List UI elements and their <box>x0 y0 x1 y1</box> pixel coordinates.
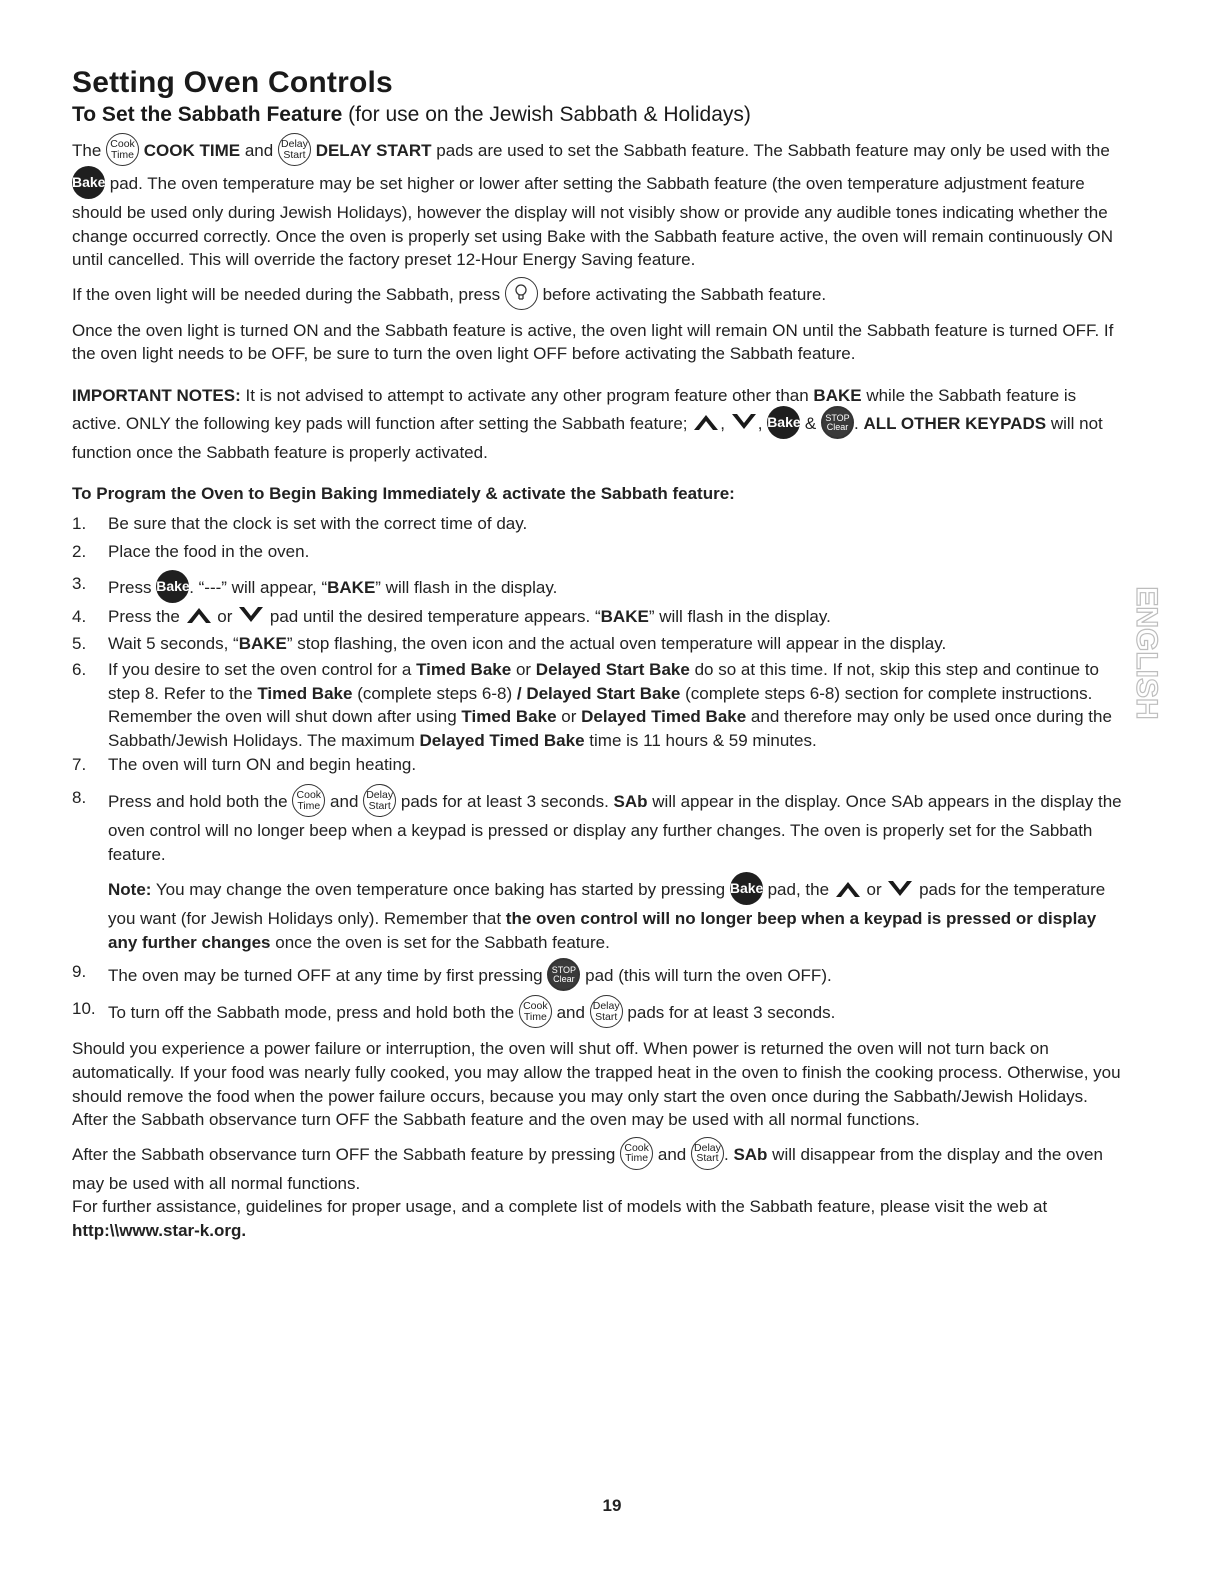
text: will disappear from the display and the oven may be used with all normal functions. <box>72 1144 1103 1193</box>
text: & <box>804 413 817 433</box>
list-item <box>72 605 1124 629</box>
delay-start-label: DELAY START <box>315 140 432 160</box>
pad-label: Time <box>297 799 321 812</box>
steps-list <box>72 512 1124 1031</box>
list-item <box>72 658 1124 752</box>
text: pads for at least 3 seconds. <box>627 1003 836 1023</box>
bake-pad-icon: Bake <box>767 406 800 439</box>
note-paragraph <box>108 874 1124 954</box>
pad-label: Clear <box>826 421 849 432</box>
text: time is 11 hours & 59 minutes. <box>589 730 817 750</box>
text: Press the <box>108 606 180 626</box>
down-arrow-icon <box>730 413 758 431</box>
text: BAKE <box>327 577 376 597</box>
intro-paragraph-2 <box>72 279 1124 312</box>
pad-label: Cook <box>624 1141 649 1154</box>
note-label: Note: <box>108 880 152 900</box>
light-bulb-icon <box>506 278 536 308</box>
text: SAb <box>613 792 648 812</box>
text: If the oven light will be needed during the Sabbath, press <box>72 284 501 304</box>
pad-label: STOP <box>825 412 850 423</box>
delay-start-pad-icon <box>590 995 623 1028</box>
text: once the oven is set for the Sabbath feature. <box>275 932 610 952</box>
text: and <box>330 792 359 812</box>
text: or <box>515 660 532 680</box>
text: ” will flash in the display. <box>375 577 558 597</box>
delay-start-pad-icon <box>278 133 311 166</box>
text: To turn off the Sabbath mode, press and hold both the <box>108 1003 515 1023</box>
list-item <box>72 997 1124 1030</box>
pad-label: Start <box>283 148 306 161</box>
text: and therefore may only be used once during the Sabbath/Jewish Holidays. The maximum <box>108 707 1112 750</box>
stop-clear-pad-icon <box>821 406 854 439</box>
text: The oven will turn ON and begin heating. <box>108 754 417 774</box>
text: will not function once the Sabbath feature is properly activated. <box>72 413 1103 462</box>
text: Timed Bake <box>461 707 557 727</box>
important-notes <box>72 384 1124 464</box>
cook-time-pad-icon <box>620 1137 653 1170</box>
text: ” will flash in the display. <box>648 606 831 626</box>
step-number: 10. <box>72 999 96 1019</box>
text: For further assistance, guidelines for proper usage, and a complete list of models with the Sabbath feature, please visit the web at <box>72 1197 1048 1217</box>
up-arrow-icon <box>692 413 720 431</box>
list-item <box>72 753 1124 777</box>
text: You may change the oven temperature once baking has started by pressing <box>155 880 726 900</box>
down-arrow-icon <box>886 880 914 898</box>
closing-paragraph-1: Should you experience a power failure or interruption, the oven will shut off. When power is returned the oven will not turn back on automatically. If your food was nearly fully cooked, you may allow the trapped heat in the oven to finish the cooking process. Otherwise, you should remove the food when the power failure occurs, because you may only start the oven once during the Sabbath/Jewish Holidays. After the Sabbath observance turn OFF the Sabbath feature and the oven may be used with all normal functions. <box>72 1039 1121 1130</box>
step-number: 6. <box>72 660 87 680</box>
english-side-label <box>1120 583 1170 723</box>
text: or <box>866 880 882 900</box>
text: pad (this will turn the oven OFF). <box>585 966 832 986</box>
step-number: 7. <box>72 754 87 774</box>
closing-paragraph-2 <box>72 1139 1124 1196</box>
pad-label: Delay <box>366 789 394 802</box>
text: BAKE <box>813 385 862 405</box>
text: BAKE <box>600 606 649 626</box>
text: Timed Bake <box>257 683 353 703</box>
text: Delayed Timed Bake <box>419 730 585 750</box>
text: or <box>217 606 233 626</box>
text: pad. The oven temperature may be set higher or lower after setting the Sabbath feature (the oven temperature adjustment feature should be used only during Jewish Holidays), however the display will not visibly show or provide any audible tones indicating whether the change occurred correctly. Once the oven is properly set using Bake with the Sabbath feature active, the oven will remain continuously ON until cancelled. This will override the factory preset 12-Hour Energy Saving feature. <box>72 173 1114 270</box>
list-item <box>72 786 1124 954</box>
text: , <box>757 413 763 433</box>
text: The <box>72 140 102 160</box>
important-label: IMPORTANT NOTES: <box>72 385 241 405</box>
stop-clear-pad-icon <box>547 958 580 991</box>
closing-paragraph-3 <box>72 1195 1124 1242</box>
bake-pad-icon: Bake <box>72 166 105 199</box>
text: Wait 5 seconds, “ <box>108 633 239 653</box>
text: before activating the Sabbath feature. <box>542 284 827 304</box>
page-number: 19 <box>602 1496 622 1515</box>
down-arrow-icon <box>237 606 265 624</box>
step-number: 4. <box>72 606 87 626</box>
text: After the Sabbath observance turn OFF the Sabbath feature by pressing <box>72 1144 616 1164</box>
delay-start-pad-icon <box>691 1137 724 1170</box>
text: Be sure that the clock is set with the correct time of day. <box>108 513 528 533</box>
bake-pad-icon: Bake <box>730 872 763 905</box>
text: Press <box>108 577 152 597</box>
pad-label: Delay <box>281 138 308 150</box>
text: The oven may be turned OFF at any time by first pressing <box>108 966 543 986</box>
step-number: 5. <box>72 633 87 653</box>
pad-label: Clear <box>553 974 575 985</box>
pad-label: Cook <box>296 789 322 802</box>
step-number: 3. <box>72 573 87 593</box>
up-arrow-icon <box>185 606 213 624</box>
bake-pad-icon: Bake <box>156 570 189 603</box>
text: ALL OTHER KEYPADS <box>863 413 1047 433</box>
text: will appear in the display. Once SAb appears in the display the oven control will no longer beep when a keypad is pressed or display any further changes. The oven is properly set for the Sabbath feature. <box>108 792 1122 864</box>
pad-label: Start <box>696 1152 719 1165</box>
pad-label: Delay <box>592 1000 620 1013</box>
intro-paragraph-1 <box>72 135 1124 272</box>
list-item <box>72 540 1124 564</box>
document-page <box>72 66 1124 1243</box>
pad-label: Time <box>111 148 134 161</box>
text: pad, the <box>767 880 830 900</box>
text: and <box>657 1144 687 1164</box>
text: the oven control will no longer beep when a keypad is pressed or display any further changes <box>108 909 1097 952</box>
text: pads are used to set the Sabbath feature. The Sabbath feature may <box>436 140 946 160</box>
list-item <box>72 572 1124 605</box>
text: Place the food in the oven. <box>108 542 310 562</box>
text: Delayed Timed Bake <box>581 707 747 727</box>
text: / Delayed Start Bake <box>516 683 681 703</box>
star-k-link[interactable]: http:\\www.star-k.org. <box>72 1221 247 1241</box>
cook-time-pad-icon <box>519 995 552 1028</box>
step-number: 2. <box>72 542 87 562</box>
list-item <box>72 960 1124 993</box>
text: while the <box>866 385 934 405</box>
text: , <box>720 413 725 433</box>
text: pads for the temperature you want (for Jewish Holidays only). Remember that <box>108 880 1106 929</box>
oven-light-pad-icon <box>505 277 538 310</box>
side-tab-text: ENGLISH <box>1130 586 1164 720</box>
text: Sabbath feature is active. ONLY the following key pads will function after setting the Sabbath feature; <box>72 385 1077 433</box>
text: . “---” will appear, “ <box>189 577 328 597</box>
section-subtitle: (for use on the Jewish Sabbath & Holidays) <box>348 103 751 126</box>
list-item <box>72 632 1124 656</box>
text: (complete steps 6-8) section for complete instructions. Remember the oven will shut down after using <box>108 683 1093 727</box>
text: (complete steps 6-8) <box>357 683 513 703</box>
program-heading: To Program the Oven to Begin Baking Immediately & activate the Sabbath feature: <box>72 484 735 504</box>
pad-label: Start <box>368 799 391 812</box>
cook-time-label: COOK TIME <box>143 140 241 160</box>
pad-label: Delay <box>694 1141 721 1154</box>
text: If you desire to set the oven control for a <box>108 660 412 680</box>
pad-label: Cook <box>523 1000 548 1013</box>
pad-label: Time <box>625 1152 649 1165</box>
text: Timed Bake <box>416 660 512 680</box>
up-arrow-icon <box>834 880 862 898</box>
pad-label: STOP <box>551 965 577 976</box>
text: Delayed Start Bake <box>535 660 690 680</box>
text: only be used with the <box>950 140 1110 160</box>
pad-label: Start <box>595 1010 618 1023</box>
section-title-text: To Set the Sabbath Feature <box>72 103 343 126</box>
intro-paragraph-3: Once the oven light is turned ON and the Sabbath feature is active, the oven light will remain ON until the Sabbath feature is turned OFF. If the oven light needs to be OFF, be sure to turn the oven light OFF before activating the Sabbath feature. <box>72 320 1114 364</box>
pad-label: Cook <box>110 138 135 150</box>
cook-time-pad-icon <box>106 133 139 166</box>
text: do so at this time. If not, skip this step and continue to step 8. Refer to the <box>108 660 1100 703</box>
text: BAKE <box>238 633 287 653</box>
text: SAb <box>733 1144 768 1164</box>
list-item <box>72 512 1124 536</box>
text: and <box>556 1003 585 1023</box>
text: ” stop flashing, the oven icon and the actual oven temperature will appear in the display. <box>286 633 947 653</box>
step-number: 1. <box>72 513 87 533</box>
text: It is not advised to attempt to activate any other program feature other than <box>245 385 809 405</box>
cook-time-pad-icon <box>292 784 325 817</box>
page-title: Setting Oven Controls <box>72 66 393 99</box>
text: pads for at least 3 seconds. <box>400 792 609 812</box>
pad-label: Time <box>523 1010 547 1023</box>
text: or <box>561 707 577 727</box>
text: . <box>723 1144 729 1164</box>
side-language-tab <box>1120 583 1170 728</box>
delay-start-pad-icon <box>363 784 396 817</box>
step-number: 9. <box>72 962 87 982</box>
text: and <box>244 140 274 160</box>
section-title <box>72 103 1124 127</box>
text: pad until the desired temperature appears. “ <box>269 606 601 626</box>
text: Press and hold both the <box>108 792 288 812</box>
text: . <box>854 413 859 433</box>
step-number: 8. <box>72 788 87 808</box>
